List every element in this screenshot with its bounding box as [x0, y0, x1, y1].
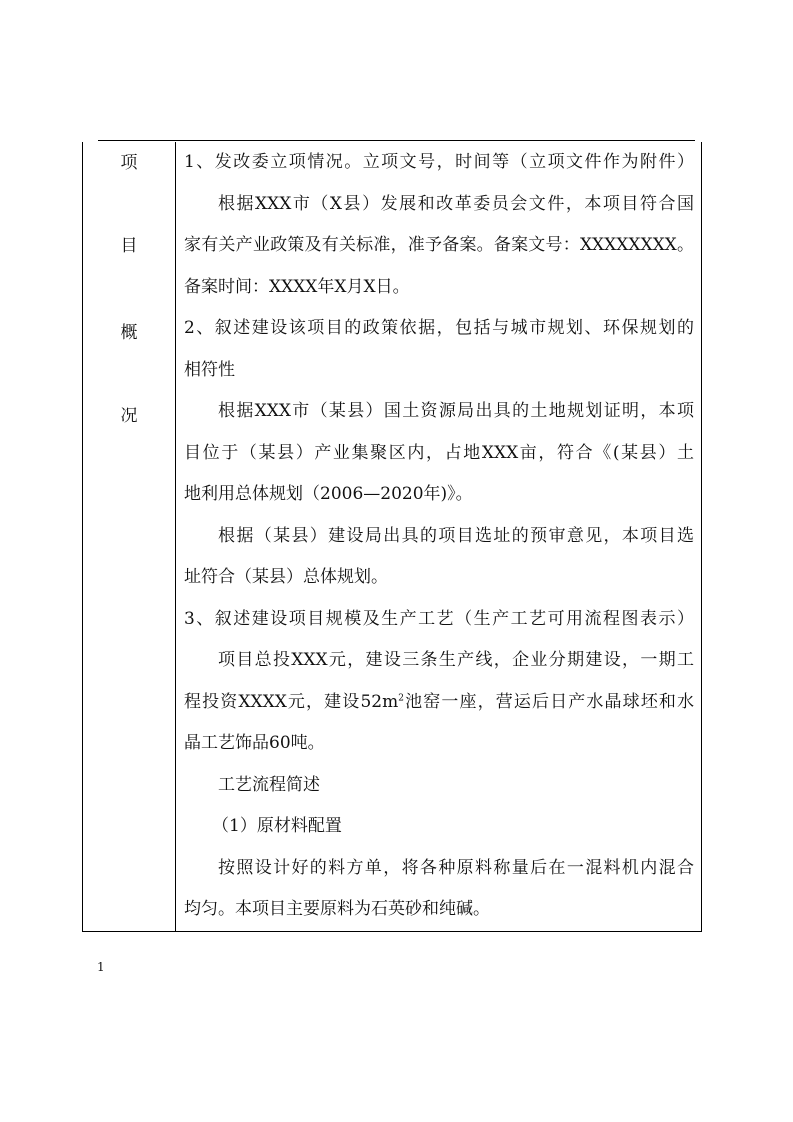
paragraph-line: 晶工艺饰品60吨。 [184, 733, 325, 753]
project-overview-table [82, 142, 702, 932]
header-rule [98, 140, 695, 141]
overview-content [184, 142, 694, 931]
paragraph-line: 均匀。本项目主要原料为石英砂和纯碱。 [184, 899, 490, 919]
step-1-title: （1）原材料配置 [212, 816, 342, 836]
paragraph-line: 根据XXX市（X县）发展和改革委员会文件，本项目符合国 [218, 193, 694, 214]
paragraph-line: 家有关产业政策及有关标准，准予备案。备案文号：XXXXXXXX。 [184, 235, 694, 255]
paragraph-line [184, 682, 694, 724]
side-label-mu: 目 [120, 236, 138, 256]
side-label-xiang: 项 [120, 153, 138, 173]
side-label-gai: 概 [120, 323, 138, 343]
page-number: 1 [97, 960, 105, 974]
flow-title: 工艺流程简述 [218, 774, 320, 795]
text: 池窑一座，营运后日产水晶球坯和水 [403, 691, 694, 712]
column-divider [175, 142, 176, 931]
paragraph-line: 根据（某县）建设局出具的项目选址的预审意见，本项目选 [218, 525, 694, 546]
side-label-kuang: 况 [120, 406, 138, 426]
section-2-title: 2、叙述建设该项目的政策依据，包括与城市规划、环保规划的 [184, 318, 694, 338]
paragraph-line: 目位于（某县）产业集聚区内，占地XXX亩，符合《(某县）土 [184, 442, 694, 463]
paragraph-line: 按照设计好的料方单，将各种原料称量后在一混料机内混合 [218, 857, 694, 878]
paragraph-line: 备案时间：XXXX年X月X日。 [184, 276, 410, 297]
paragraph-line: 址符合（某县）总体规划。 [184, 567, 388, 587]
paragraph-line: 地利用总体规划（2006—2020年)》。 [184, 484, 473, 504]
paragraph-line: 项目总投XXX元，建设三条生产线，企业分期建设，一期工 [218, 650, 694, 670]
text: 程投资XXXX元，建设52m [184, 691, 399, 712]
superscript: 2 [398, 692, 404, 703]
section-2-title-cont: 相符性 [184, 359, 235, 380]
section-3-title: 3、叙述建设项目规模及生产工艺（生产工艺可用流程图表示） [184, 608, 694, 629]
paragraph-line: 根据XXX市（某县）国土资源局出具的土地规划证明，本项 [218, 401, 694, 421]
section-1-title: 1、发改委立项情况。立项文号，时间等（立项文件作为附件） [184, 152, 694, 172]
